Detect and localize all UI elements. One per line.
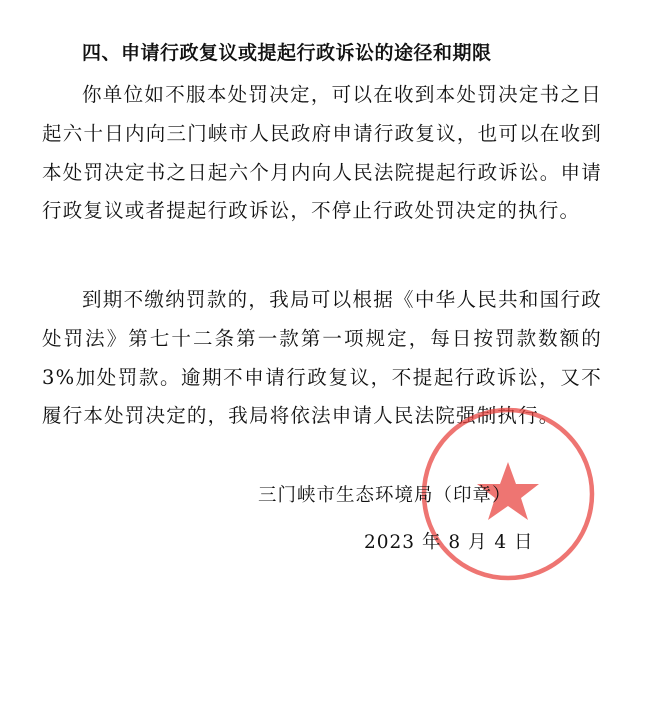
issuer-signature: 三门峡市生态环境局（印章） — [258, 485, 512, 506]
issue-date: 2023 年 8 月 4 日 — [364, 532, 534, 553]
section-heading: 四、申请行政复议或提起行政诉讼的途径和期限 — [82, 42, 492, 64]
paragraph-penalty-enforcement: 到期不缴纳罚款的，我局可以根据《中华人民共和国行政处罚法》第七十二条第一款第一项规定，每日按罚款数额的3%加处罚款。逾期不申请行政复议，不提起行政诉讼，又不履行本处罚决定的，我局将依法申请人民法院强制执行。 — [42, 288, 602, 428]
paragraph-review-rights: 你单位如不服本处罚决定，可以在收到本处罚决定书之日起六十日内向三门峡市人民政府申请行政复议，也可以在收到本处罚决定书之日起六个月内向人民法院提起行政诉讼。申请行政复议或者提起行政诉讼，不停止行政处罚决定的执行。 — [42, 83, 602, 223]
